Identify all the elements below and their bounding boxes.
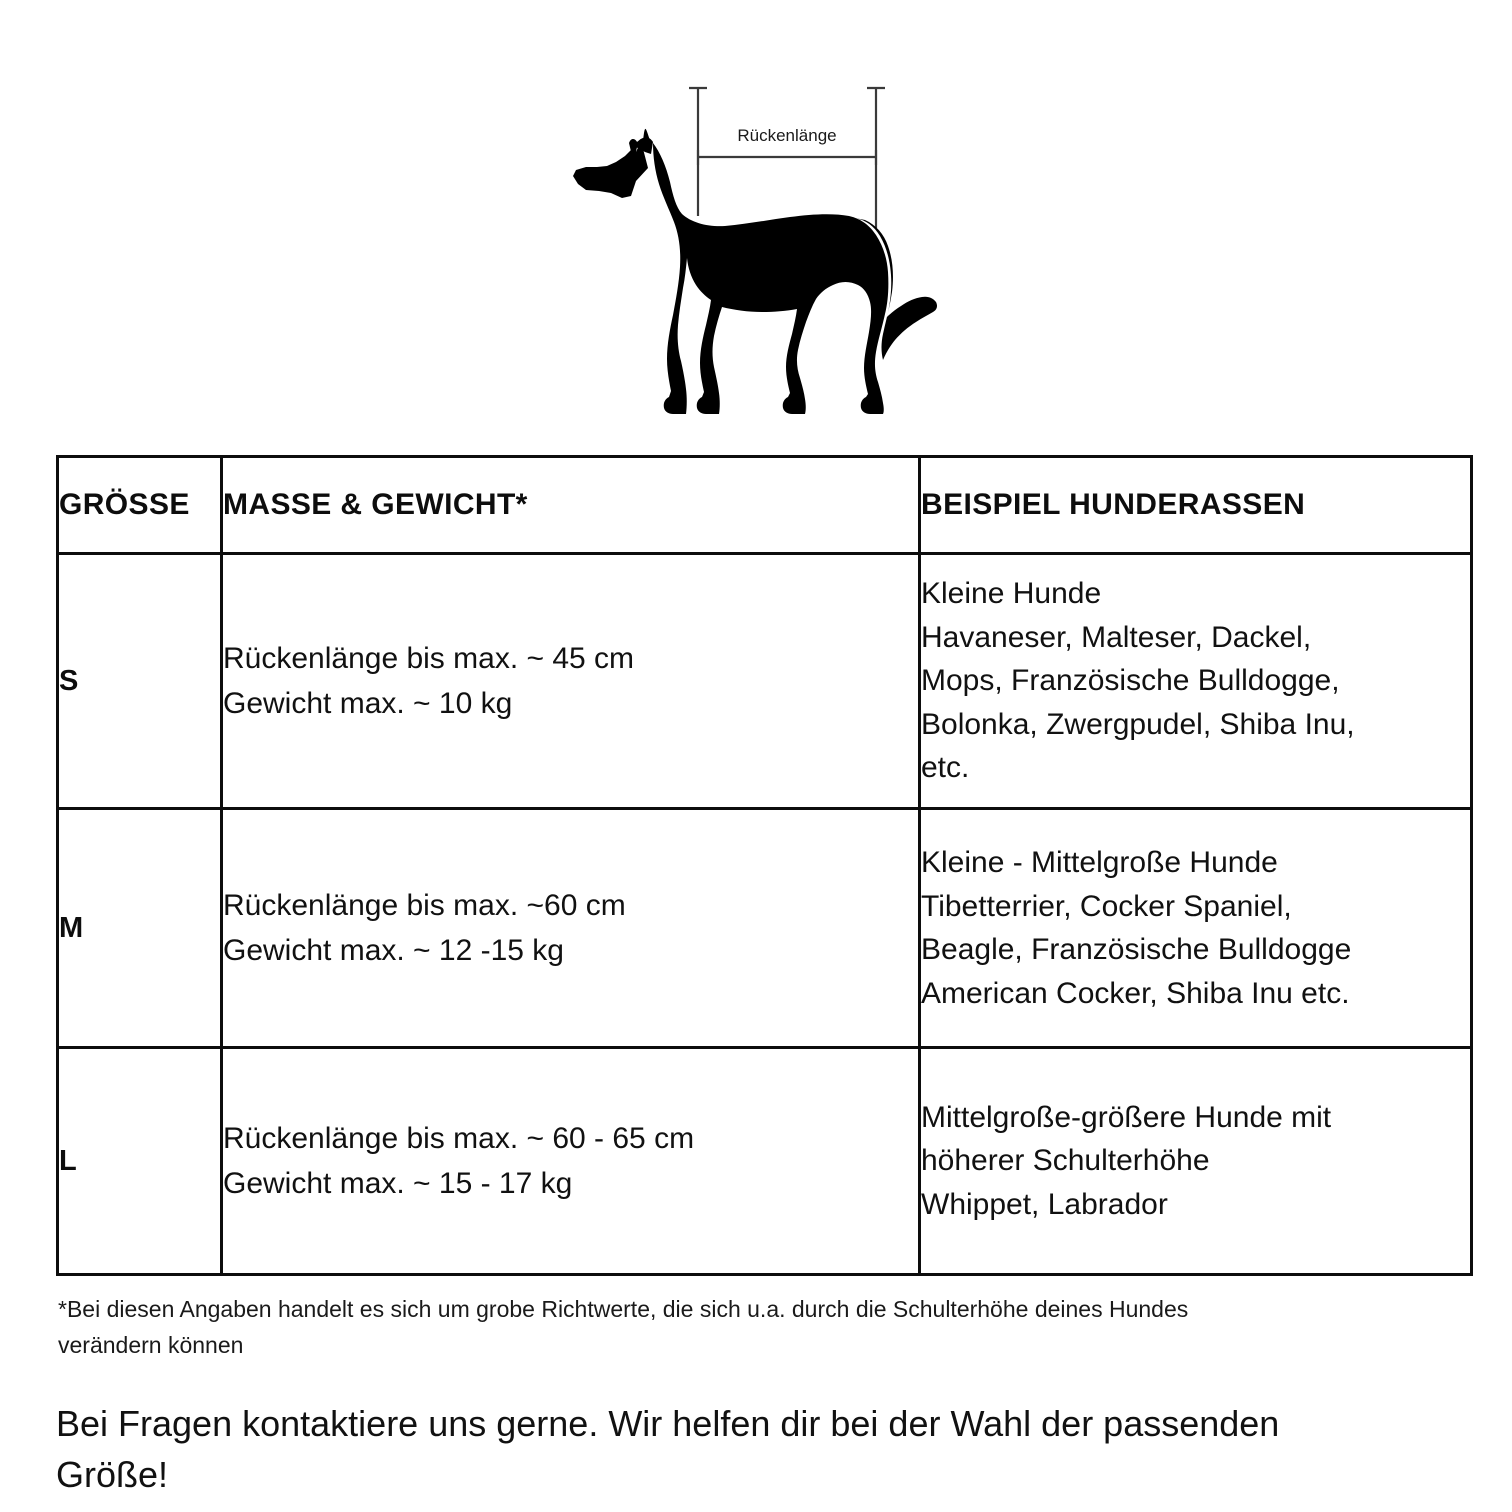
closing-line: Bei Fragen kontaktiere uns gerne. Wir helfen dir bei der Wahl der passenden [56, 1403, 1280, 1444]
breed-line: Tibetterrier, Cocker Spaniel, [921, 889, 1292, 923]
measurement-line: Gewicht max. ~ 15 - 17 kg [223, 1167, 573, 1200]
size-label-l: L [58, 1048, 222, 1275]
breed-line: etc. [921, 751, 970, 785]
breed-line: Havaneser, Malteser, Dackel, [921, 620, 1312, 654]
breeds-cell-m [920, 809, 1472, 1048]
measurement-line: Rückenlänge bis max. ~60 cm [223, 889, 626, 922]
measurements-cell-l [222, 1048, 920, 1275]
measurement-line: Gewicht max. ~ 10 kg [223, 687, 513, 720]
size-label-m: M [58, 809, 222, 1048]
table-header-row [58, 457, 1472, 554]
footnote-line: *Bei diesen Angaben handelt es sich um grobe Richtwerte, die sich u.a. durch die Schulterhöhe deines Hundes [58, 1296, 1189, 1322]
breed-line: Mittelgroße-größere Hunde mit [921, 1100, 1332, 1134]
footnote-line: verändern können [58, 1331, 244, 1358]
dog-size-table [56, 455, 1473, 1276]
closing-message [56, 1398, 1456, 1500]
breed-line: Whippet, Labrador [921, 1187, 1168, 1221]
size-label-s: S [58, 554, 222, 809]
breed-line: höherer Schulterhöhe [921, 1144, 1210, 1178]
breed-line: Beagle, Französische Bulldogge [921, 933, 1352, 966]
column-header-size: GRÖSSE [58, 457, 222, 554]
dog-silhouette [573, 129, 937, 414]
breed-line: Kleine Hunde [921, 577, 1102, 611]
breed-line: Kleine - Mittelgroße Hunde [921, 846, 1278, 879]
measurement-line: Gewicht max. ~ 12 -15 kg [223, 934, 564, 967]
breed-line: Bolonka, Zwergpudel, Shiba Inu, [921, 707, 1355, 741]
table-row [58, 1048, 1472, 1275]
dog-measurement-diagram [0, 0, 1512, 440]
breed-line: American Cocker, Shiba Inu etc. [921, 976, 1350, 1010]
measurements-cell-s [222, 554, 920, 809]
table-row [58, 809, 1472, 1048]
measurement-label: Rückenlänge [737, 126, 837, 145]
breed-line: Mops, Französische Bulldogge, [921, 664, 1340, 698]
dimension-span-line [698, 150, 876, 165]
measurements-cell-m [222, 809, 920, 1048]
column-header-breeds: BEISPIEL HUNDERASSEN [920, 457, 1472, 554]
measurement-line: Rückenlänge bis max. ~ 60 - 65 cm [223, 1122, 695, 1155]
breeds-cell-l [920, 1048, 1472, 1275]
table-row [58, 554, 1472, 809]
measurement-line: Rückenlänge bis max. ~ 45 cm [223, 642, 635, 675]
footnote-text [58, 1292, 1458, 1363]
column-header-measurements: MASSE & GEWICHT* [222, 457, 920, 554]
breeds-cell-s [920, 554, 1472, 809]
closing-line: Größe! [56, 1454, 169, 1496]
